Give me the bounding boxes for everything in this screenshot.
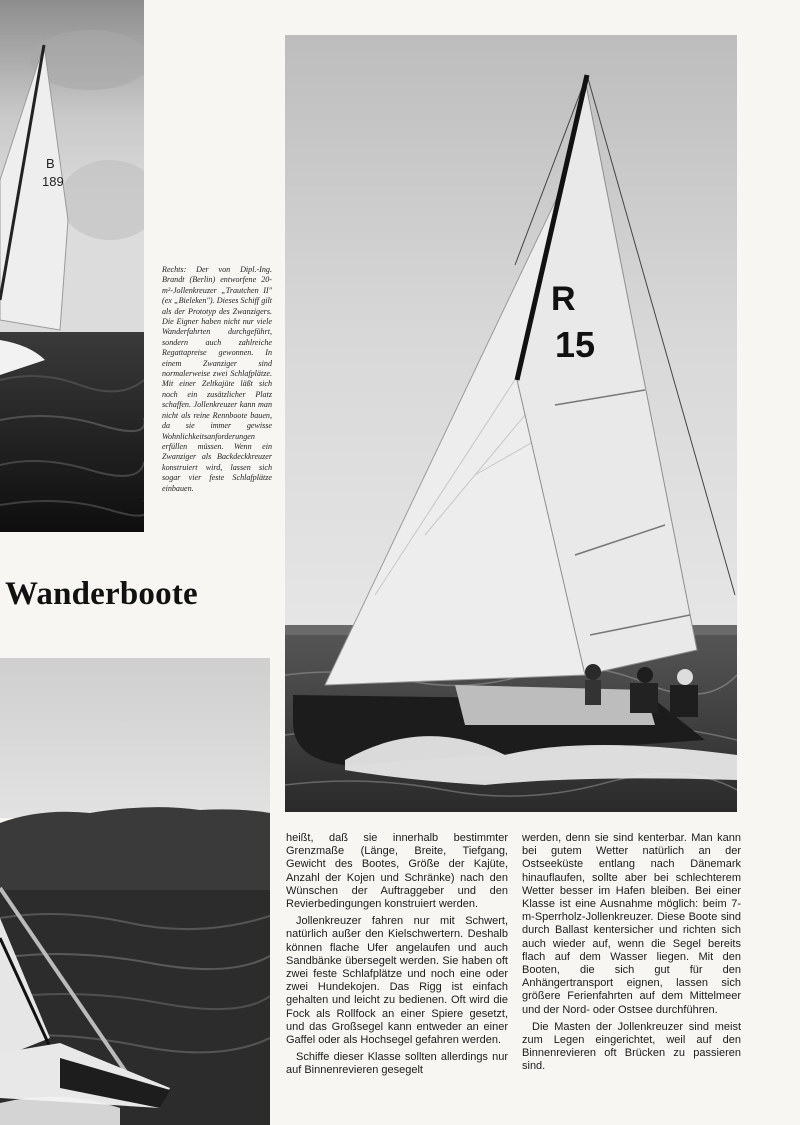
- photo-sailboat-b189: [0, 0, 144, 532]
- sail-letter-b: B: [46, 156, 55, 171]
- photo-sailboat-heeling: [0, 658, 270, 1125]
- photo-jollenkreuzer-r15: [285, 35, 737, 812]
- sail-letter-r: R: [551, 280, 576, 318]
- sail-number-189: 189: [42, 174, 64, 189]
- page-title: Wanderboote: [5, 576, 198, 612]
- article-column-2: [522, 832, 741, 1078]
- article-paragraph: Jollenkreuzer fahren nur mit Schwert, natürlich außer den Kielschwertern. Deshalb können flache Ufer angelaufen und auch Sandbänke übersegelt werden. Sie haben oft zwei feste Schlafplätze und noch eine oder zwei Hundekojen. Das Rigg ist einfach gehalten und leicht zu bedienen. Oft wird die Fock als Rollfock an einer Spiere gesetzt, und das Großsegel kann entweder an einer Gaffel oder als Hochsegel gefahren werden.: [286, 915, 508, 1047]
- article-paragraph: heißt, daß sie innerhalb bestimmter Grenzmaße (Länge, Breite, Tiefgang, Gewicht des Bootes, Größe der Kajüte, Anzahl der Kojen und Schränke) nach den Wünschen der Auftraggeber und den Revierbedingungen konstruiert werden.: [286, 832, 508, 911]
- article-paragraph: werden, denn sie sind kenterbar. Man kann bei gutem Wetter natürlich an der Ostseeküste entlang nach Dänemark hinauflaufen, sollte aber bei schlechterem Wetter besser im Hafen bleiben. Bei einer Klasse ist eine Ausnahme möglich: beim 7-m-Sperrholz-Jollenkreuzer. Diese Boote sind durch Ballast kentersicher und richten sich auch wieder auf, wenn die Segel bereits flach auf dem Wasser liegen. Mit den Booten, die sich gut für den Anhängertransport eignen, lassen sich größere Ferienfahrten auf dem Mittelmeer und der Nord- oder Ostsee durchführen.: [522, 832, 741, 1016]
- article-column-1: [286, 832, 508, 1082]
- photo-caption: Rechts: Der von Dipl.-Ing. Brandt (Berlin) entworfene 20-m²-Jollenkreuzer „Trautchen II" (ex „Bieleken"). Dieses Schiff gilt als der Prototyp des Zwanzigers. Die Eigner haben nicht nur viele Wanderfahrten durchgeführt, sondern auch zahlreiche Regattapreise gewonnen. In einem Zwanziger sind normalerweise zwei Schlafplätze. Mit einer Zeltkajüte läßt sich noch ein zusätzlicher Platz schaffen. Jollenkreuzer kann man nicht als reine Rennboote bauen, da sie immer gewisse Wohnlichkeitsanforderungen erfüllen müssen. Wenn ein Zwanziger als Backdeckkreuzer konstruiert wird, lassen sich sogar vier feste Schlafplätze einbauen.: [162, 265, 272, 493]
- article-paragraph: Schiffe dieser Klasse sollten allerdings nur auf Binnenrevieren gesegelt: [286, 1051, 508, 1077]
- article-paragraph: Die Masten der Jollenkreuzer sind meist zum Legen eingerichtet, weil auf den Binnenrevieren oft Brücken zu passieren sind.: [522, 1020, 741, 1073]
- sail-number-15: 15: [555, 324, 596, 365]
